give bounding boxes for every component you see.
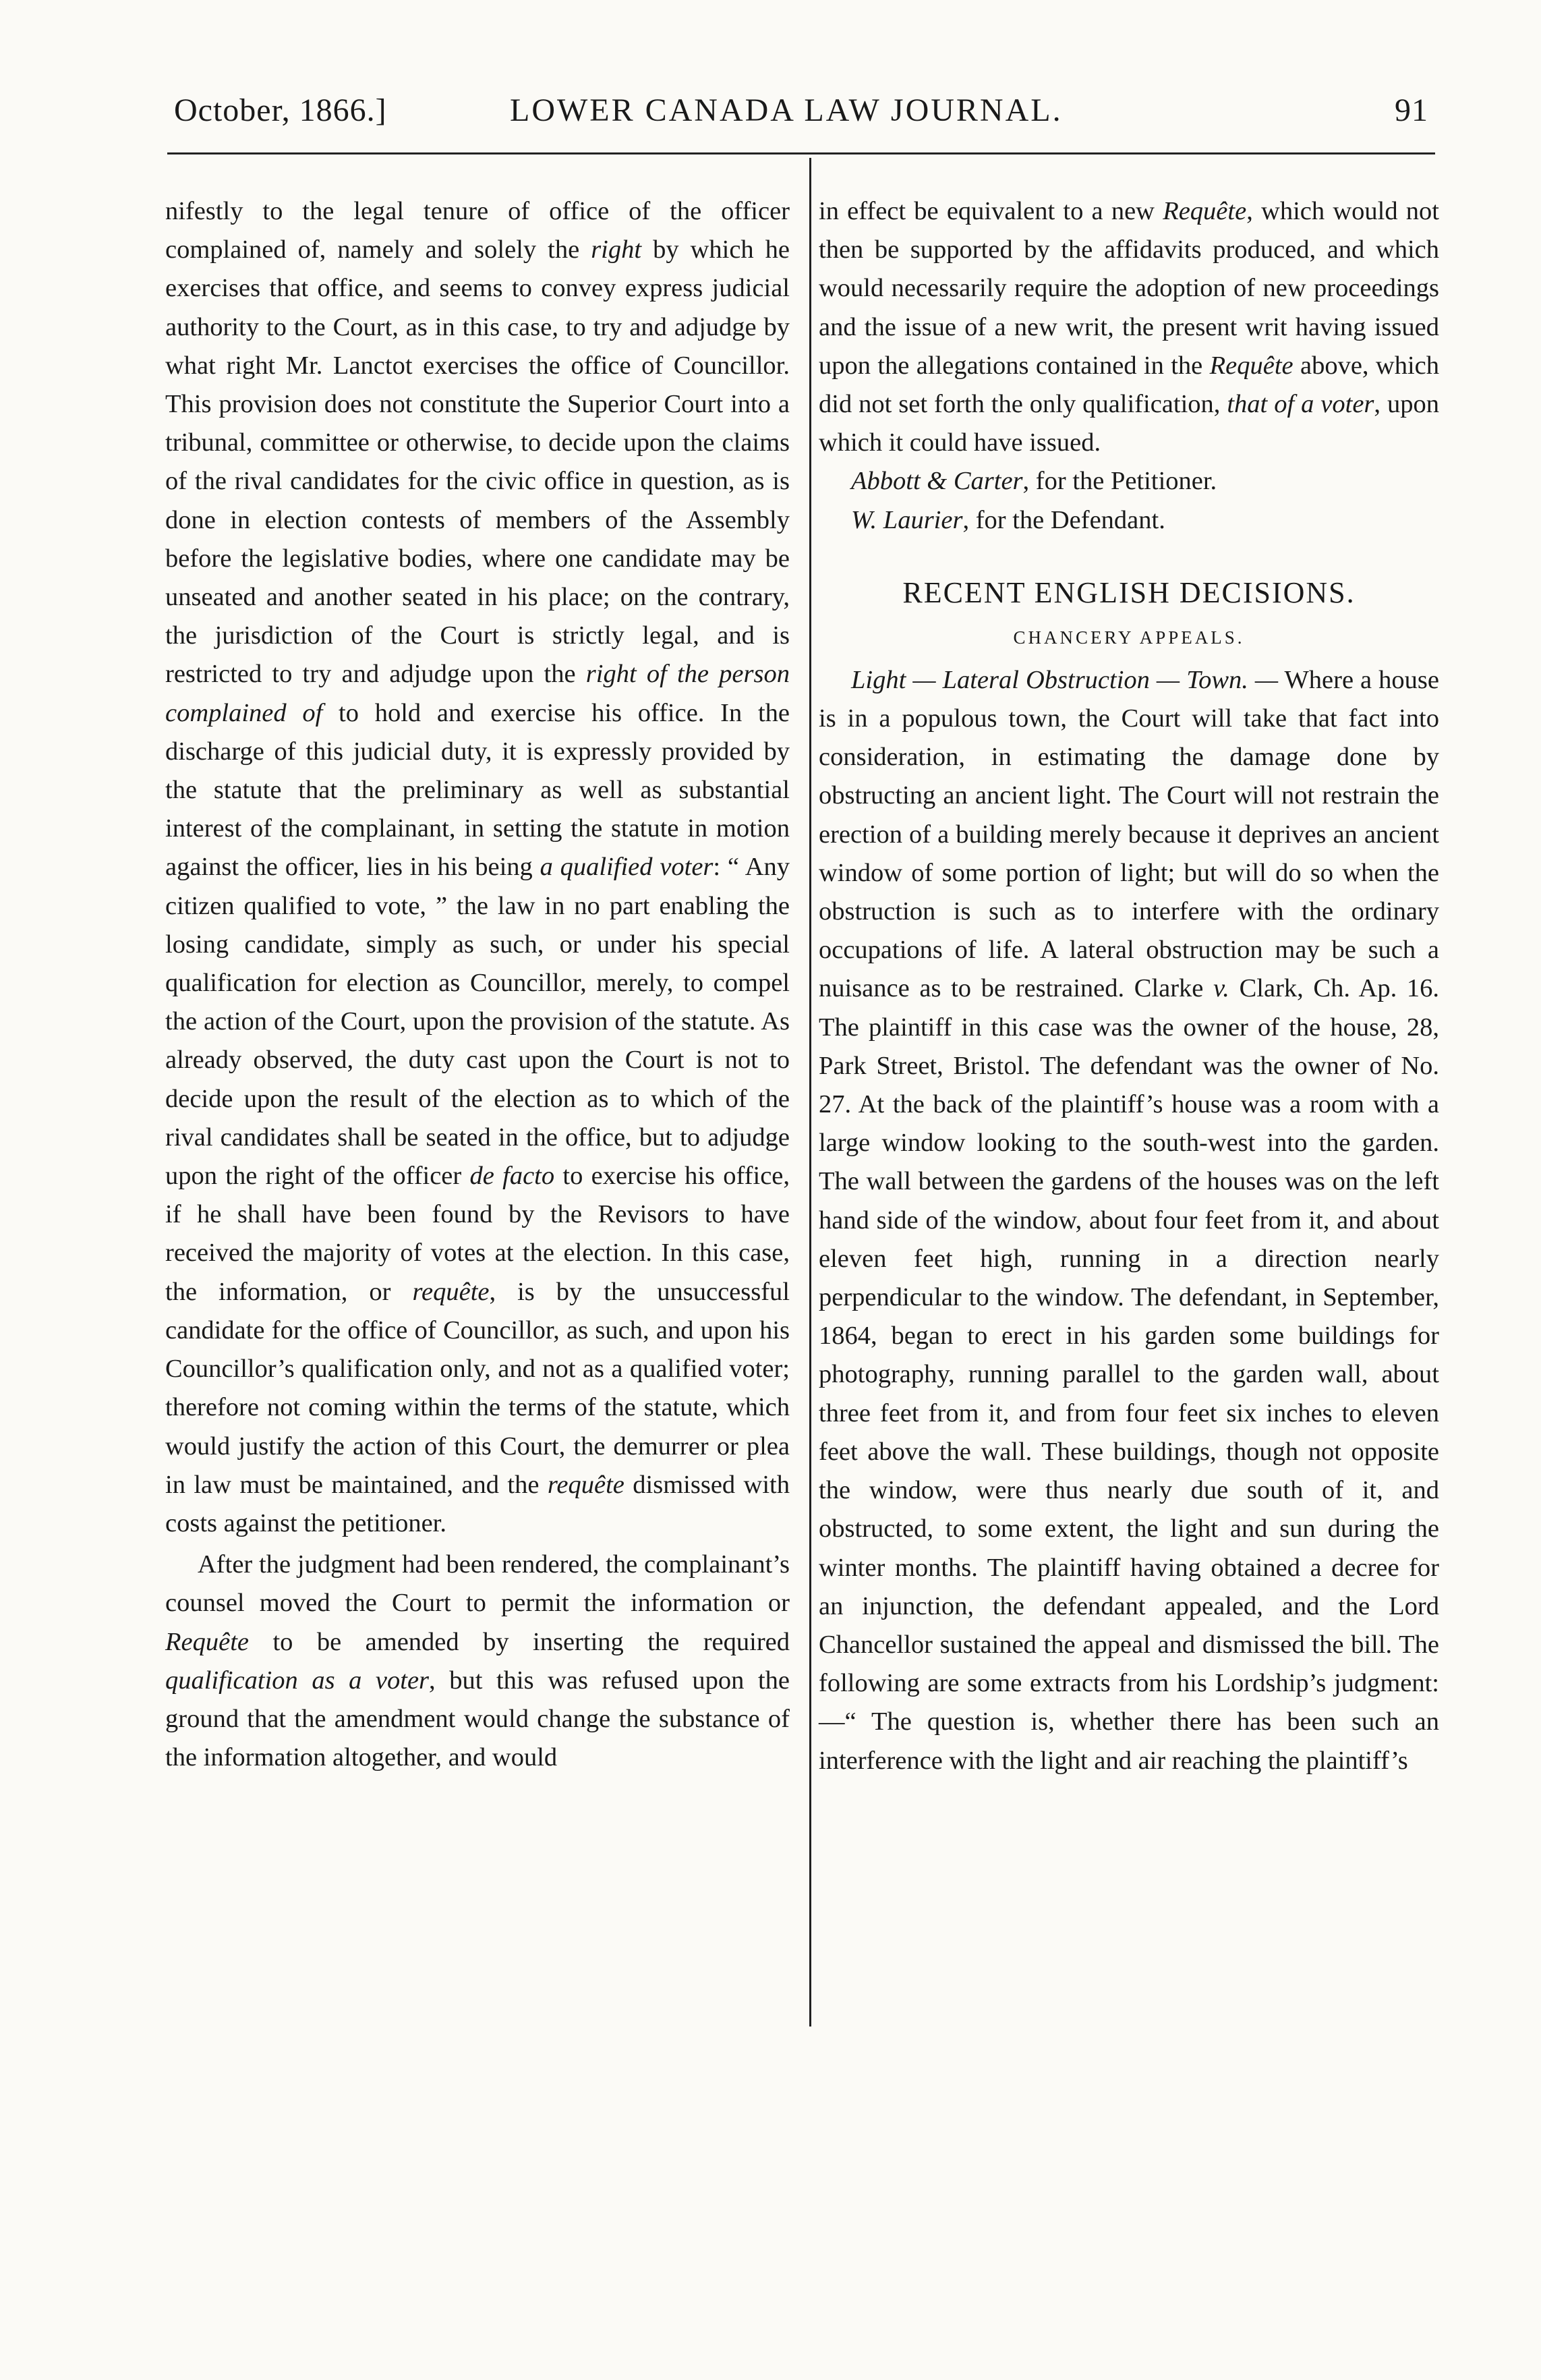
text-run: to hold and exercise his office. In the discharge of this judicial duty, it is expressly provided by the statute that the preliminary as well as substantial interest of the complainant, in setting the statute in motion against the officer, lies in his being <box>165 698 790 882</box>
section-subheading: CHANCERY APPEALS. <box>1013 627 1245 648</box>
text-run: to exercise his office, if he shall have been found by the Revisors to have received the majority of votes at the election. In this case, the information, or <box>165 1162 790 1306</box>
italic-run: right of the person complained of <box>165 660 790 727</box>
journal-title: LOWER CANADA LAW JOURNAL. <box>510 92 1063 128</box>
italic-run: right <box>591 235 642 264</box>
header-rule <box>167 152 1435 154</box>
left-column <box>165 192 790 1777</box>
text-run: After the judgment had been rendered, the complainant’s counsel moved the Court to permit the information or <box>165 1550 790 1618</box>
text-run: dismissed with costs against the petitioner. <box>165 1470 790 1537</box>
italic-run: v. <box>1213 974 1229 1003</box>
issue-date: October, 1866.] <box>174 92 387 128</box>
counsel-defendant <box>819 501 1439 540</box>
counsel-role: , for the Defendant. <box>962 505 1165 534</box>
italic-run: a qualified voter <box>540 853 714 882</box>
right-paragraph-2 <box>819 661 1439 1780</box>
page-number: 91 <box>1395 92 1428 128</box>
counsel-petitioner <box>819 462 1439 501</box>
italic-run: Requête <box>1163 197 1247 225</box>
counsel-name: W. Laurier <box>851 505 963 534</box>
left-paragraph-2 <box>165 1546 790 1777</box>
section-heading: RECENT ENGLISH DECISIONS. <box>902 575 1356 609</box>
text-run: Clark, Ch. Ap. 16. The plaintiff in this case was the owner of the house, 28, Park Street, Bristol. The defendant was the owner of No. 27. At the back of the plaintiff’s house was a room with a large window looking to the south-west into the garden. The wall between the gardens of the houses was on the left hand side of the window, about four feet from it, and about eleven feet high, running in a direction nearly perpendicular to the window. The defendant, in September, 1864, began to erect in his garden some buildings for photography, running parallel to the garden wall, about three feet from it, and from four feet six inches to eleven feet above the wall. These buildings, though not opposite the window, were thus nearly due south of it, and obstructed, to some extent, the light and sun during the winter months. The plaintiff having obtained a decree for an injunction, the defendant appealed, and the Lord Chancellor sustained the appeal and dismissed the bill. The following are some extracts from his Lordship’s judgment:—“ The question is, whether there has been such an interference with the light and air reaching the plaintiff’s <box>819 974 1439 1775</box>
right-paragraph-1 <box>819 192 1439 462</box>
italic-run: Requête <box>165 1627 249 1656</box>
italic-run: qualification as a voter <box>165 1666 430 1695</box>
counsel-name: Abbott & Carter <box>851 467 1023 496</box>
text-run: : “ Any citizen qualified to vote, ” the law in no part enabling the losing candidate, simply as such, or under his special qualification for election as Councillor, merely, to compel the action of the Court, upon the provision of the statute. As already observed, the duty cast upon the Court is not to decide upon the result of the election as to which of the rival candidates shall be seated in the office, but to adjudge upon the right of the officer <box>165 853 790 1191</box>
text-run: above, which did not set forth the only qualification, <box>819 351 1439 419</box>
text-run: , but this was refused upon the ground that the amendment would change the substance of the information altogether, and would <box>165 1666 790 1772</box>
italic-run: that of a voter <box>1227 390 1374 419</box>
text-run: Where a house is in a populous town, the Court will take that fact into consideration, in estimating the damage done by obstructing an ancient light. The Court will not restrain the erection of a building merely because it deprives an ancient window of some portion of light; but will do so when the obstruction is such as to interfere with the ordinary occupations of life. A lateral obstruction may be such a nuisance as to be restrained. Clarke <box>819 665 1439 1003</box>
text-run: , is by the unsuccessful candidate for the office of Councillor, as such, and upon his Councillor’s qualification only, and not as a qualified voter; therefore not coming within the terms of the statute, which would justify the action of this Court, the demurrer or plea in law must be maintained, and the <box>165 1277 790 1499</box>
column-divider <box>809 158 811 2027</box>
text-run: , upon which it could have issued. <box>819 390 1439 457</box>
italic-run: requête <box>412 1277 490 1306</box>
running-header <box>174 86 1428 134</box>
right-column <box>819 192 1439 1780</box>
case-title: Light — Lateral Obstruction — Town. — <box>851 665 1279 694</box>
italic-run: Requête <box>1209 351 1293 380</box>
text-run: , which would not then be supported by the affidavits produced, and which would necessarily require the adoption of new proceedings and the issue of a new writ, the present writ having issued upon the allegations contained in the <box>819 197 1439 380</box>
text-run: in effect be equivalent to a new <box>819 197 1163 225</box>
left-paragraph-1 <box>165 192 790 1543</box>
text-run: to be amended by inserting the required <box>248 1627 790 1656</box>
italic-run: requête <box>547 1470 624 1499</box>
counsel-role: , for the Petitioner. <box>1022 467 1217 496</box>
text-run: by which he exercises that office, and seems to convey express judicial authority to the Court, as in this case, to try and adjudge by what right Mr. Lanctot exercises the office of Councillor. This provision does not constitute the Superior Court into a tribunal, committee or otherwise, to decide upon the claims of the rival candidates for the civic office in question, as is done in election contests of members of the Assembly before the legislative bodies, where one candidate may be unseated and another seated in his place; on the contrary, the jurisdiction of the Court is strictly legal, and is restricted to try and adjudge upon the <box>165 235 790 689</box>
text-run: nifestly to the legal tenure of office of the officer complained of, namely and solely the <box>165 197 790 264</box>
italic-run: de facto <box>469 1162 555 1191</box>
